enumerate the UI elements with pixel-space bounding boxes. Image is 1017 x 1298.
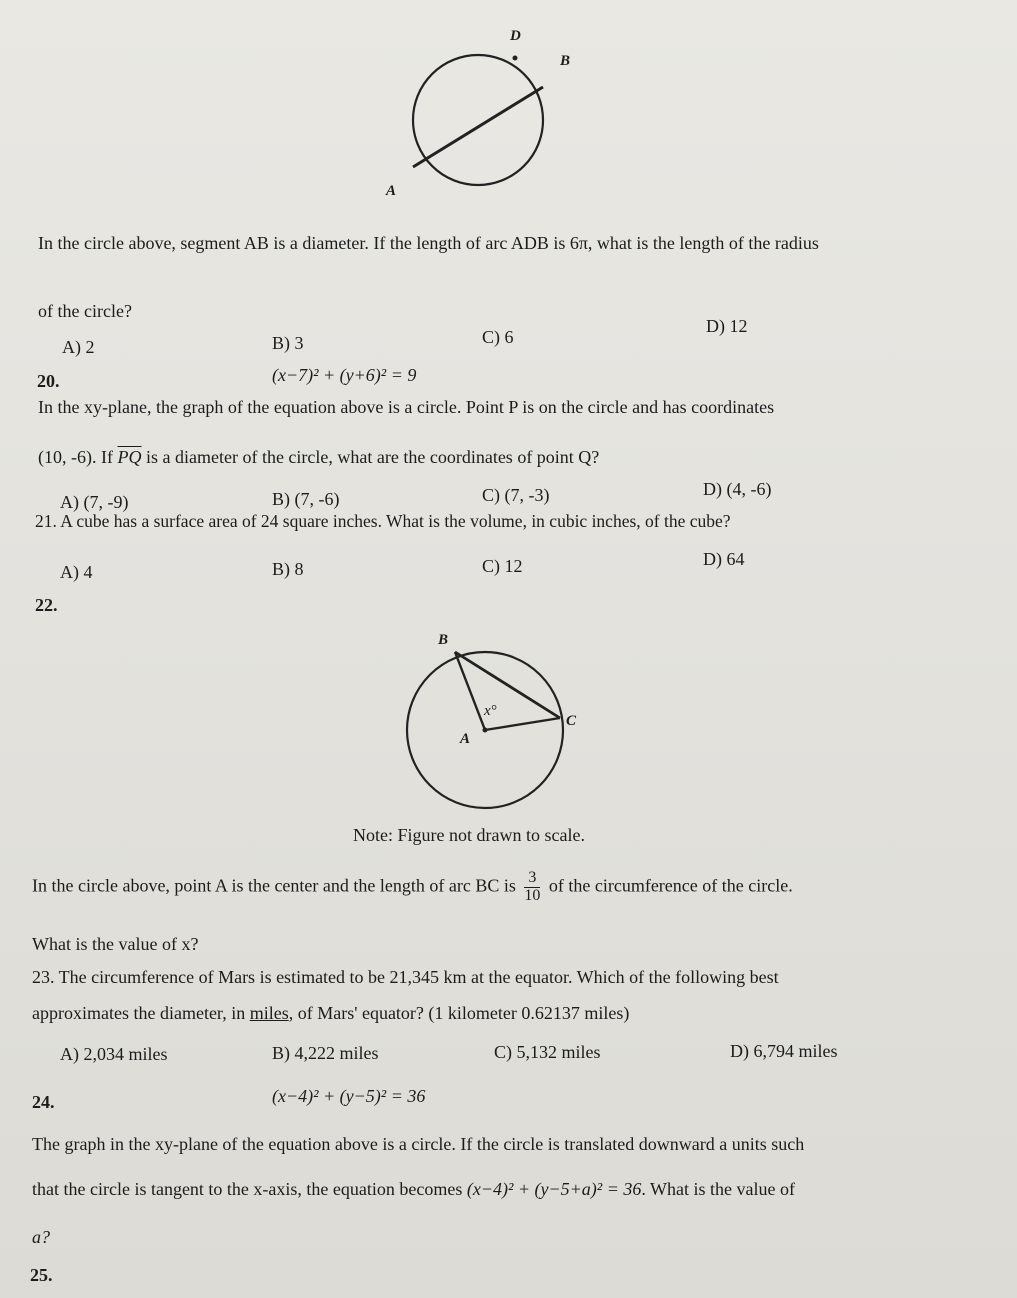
q19-choice-b[interactable]: B) 3	[272, 333, 304, 353]
circle-diagram-q19	[395, 45, 565, 195]
q20-stem-b: is a diameter of the circle, what are the coordinates of point Q?	[145, 447, 600, 467]
q23-stem-line2	[32, 1004, 629, 1022]
q22-note: Note: Figure not drawn to scale.	[353, 825, 585, 845]
q20-stem-line1: In the xy-plane, the graph of the equation above is a circle. Point P is on the circle and has coordinates	[38, 397, 775, 417]
diameter-ab	[413, 87, 543, 167]
q20-segment-pq: $\overline{PQ}$	[117, 447, 142, 467]
q23-choice-b[interactable]: B) 4,222 miles	[272, 1043, 379, 1063]
label-a: A	[460, 731, 471, 747]
chord-bc	[455, 652, 560, 718]
q19-stem-line1: In the circle above, segment AB is a diameter. If the length of arc ADB is 6π, what is the length of the radius	[38, 233, 819, 253]
q20-number: 20.	[37, 371, 60, 391]
label-b: B	[560, 53, 571, 69]
q21-stem: 21. A cube has a surface area of 24 square inches. What is the volume, in cubic inches, of the cube?	[35, 511, 731, 531]
q23-stem-b: , of Mars' equator? (1 kilometer 0.62137 miles)	[288, 1003, 630, 1023]
q21-choice-c[interactable]: C) 12	[482, 556, 523, 576]
q22-number: 22.	[35, 595, 58, 615]
label-a: A	[386, 183, 397, 199]
radius-ab	[455, 652, 485, 730]
q19-stem-line2: of the circle?	[38, 301, 132, 321]
label-x: x°	[484, 703, 497, 719]
q24-stem-line3: a?	[32, 1227, 50, 1247]
q20-stem-a: (10, -6). If	[38, 447, 113, 467]
q24-equation: (x−4)² + (y−5)² = 36	[272, 1086, 426, 1106]
q20-stem-line2	[38, 448, 599, 466]
q23-stem-a: approximates the diameter, in	[32, 1003, 246, 1023]
label-d: D	[510, 28, 521, 44]
q20-choice-a[interactable]: A) (7, -9)	[60, 492, 129, 512]
q22-stem	[32, 870, 793, 905]
fraction-3-10	[524, 870, 540, 905]
q22-question: What is the value of x?	[32, 934, 199, 954]
circle-diagram-q22	[400, 640, 580, 815]
q24-stem-line2	[32, 1180, 795, 1198]
q24-stem-equation: (x−4)² + (y−5+a)² = 36	[466, 1179, 642, 1199]
q23-choice-d[interactable]: D) 6,794 miles	[730, 1041, 838, 1061]
point-d	[513, 56, 518, 61]
q23-stem-miles: miles	[249, 1003, 289, 1023]
q19-choice-d[interactable]: D) 12	[706, 316, 748, 336]
q23-choice-c[interactable]: C) 5,132 miles	[494, 1042, 601, 1062]
label-c: C	[566, 713, 577, 729]
q22-stem-b: of the circumference of the circle.	[548, 875, 793, 896]
q20-choice-b[interactable]: B) (7, -6)	[272, 489, 340, 509]
q22-stem-a: In the circle above, point A is the center and the length of arc BC is	[32, 875, 516, 896]
label-b: B	[438, 632, 449, 648]
q21-choice-d[interactable]: D) 64	[703, 549, 745, 569]
q21-choice-b[interactable]: B) 8	[272, 559, 304, 579]
q24-stem-b: . What is the value of	[641, 1179, 795, 1199]
q19-choice-a[interactable]: A) 2	[62, 337, 95, 357]
circle-shape	[413, 55, 543, 185]
fraction-numerator: 3	[524, 870, 540, 888]
q19-choice-c[interactable]: C) 6	[482, 327, 514, 347]
q20-choice-c[interactable]: C) (7, -3)	[482, 485, 550, 505]
q20-equation: (x−7)² + (y+6)² = 9	[272, 365, 417, 385]
fraction-denominator: 10	[524, 886, 541, 904]
q23-choice-a[interactable]: A) 2,034 miles	[60, 1044, 168, 1064]
q20-choice-d[interactable]: D) (4, -6)	[703, 479, 772, 499]
q21-choice-a[interactable]: A) 4	[60, 562, 93, 582]
center-point-a	[483, 728, 488, 733]
q24-stem-a: that the circle is tangent to the x-axis, the equation becomes	[32, 1179, 463, 1199]
q25-number: 25.	[30, 1265, 53, 1285]
q24-number: 24.	[32, 1092, 55, 1112]
q23-stem-line1: 23. The circumference of Mars is estimated to be 21,345 km at the equator. Which of the following best	[32, 967, 779, 987]
q24-stem-line1: The graph in the xy-plane of the equation above is a circle. If the circle is translated downward a units such	[32, 1134, 805, 1154]
